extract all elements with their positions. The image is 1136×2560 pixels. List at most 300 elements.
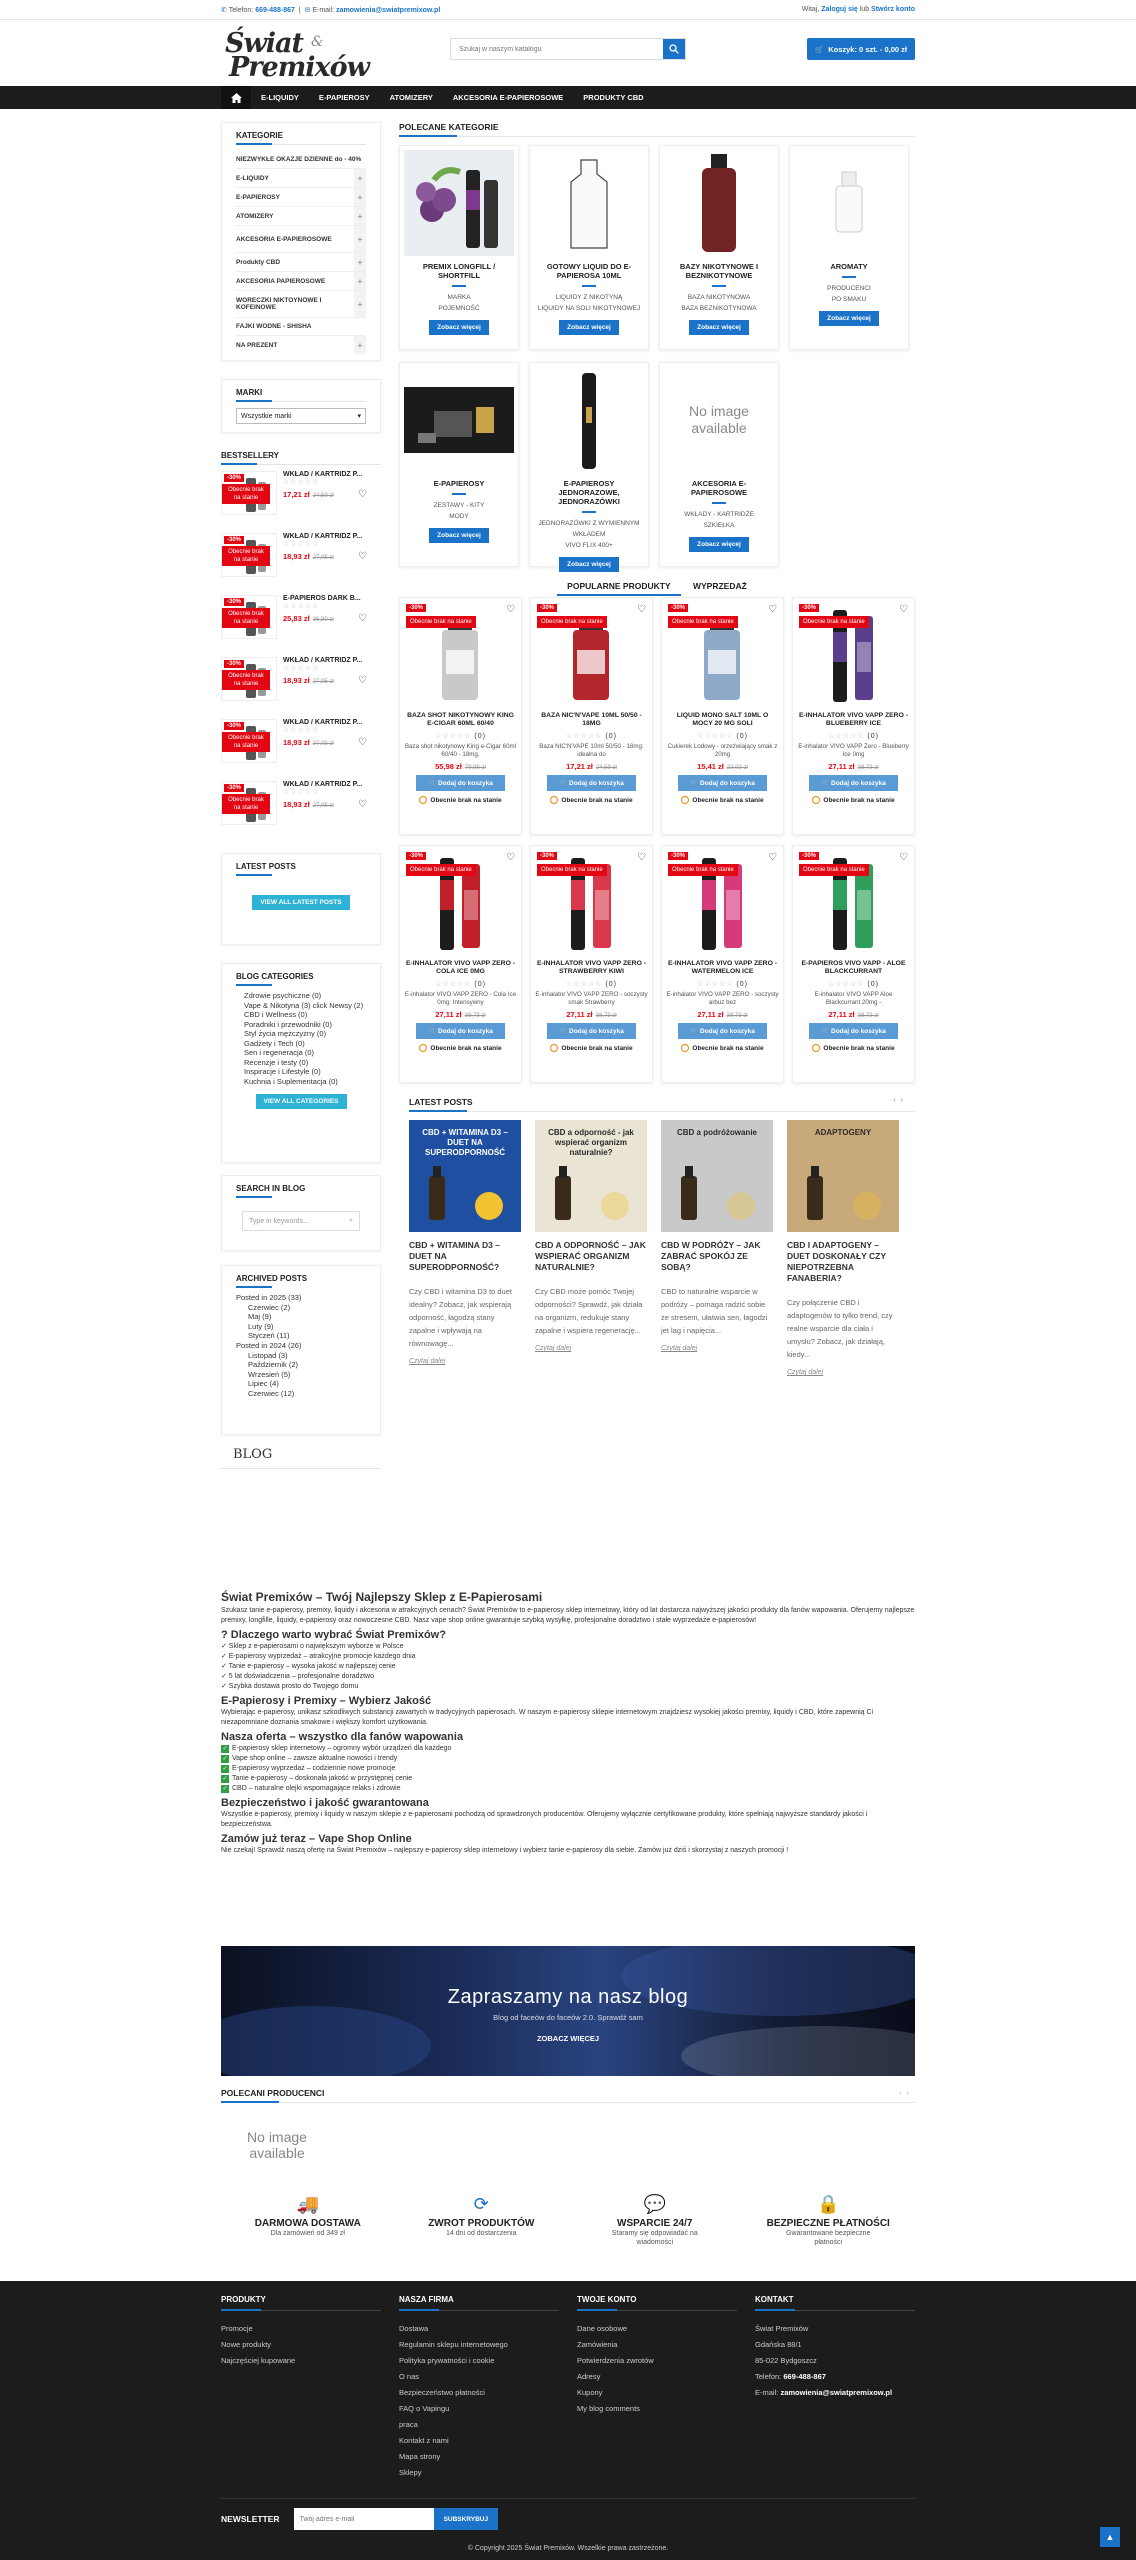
warning-icon bbox=[812, 1044, 820, 1052]
featured-categories-title: POLECANE KATEGORIE bbox=[399, 122, 915, 137]
nav-atomizery[interactable]: ATOMIZERY bbox=[389, 93, 433, 102]
seo-list-item: ✓ Sklep z e-papierosami o największym wyborze w Polsce bbox=[221, 1643, 404, 1650]
category-label: FAJKI WODNE - SHISHA bbox=[236, 323, 312, 330]
product-name[interactable]: E-INHALATOR VIVO VAPP ZERO - COLA ICE 0MG bbox=[406, 960, 516, 975]
chevron-left-icon[interactable]: ‹ bbox=[893, 1095, 896, 1104]
bestsellers-list bbox=[221, 467, 381, 839]
stock-status bbox=[404, 1044, 517, 1052]
product-image[interactable] bbox=[535, 850, 648, 954]
blog-search-box bbox=[221, 1175, 381, 1251]
price: 17,21 zł bbox=[566, 762, 593, 771]
heart-icon[interactable]: ♡ bbox=[637, 852, 646, 863]
plus-icon[interactable]: + bbox=[354, 226, 366, 252]
contact-line: Gdańska 88/1 bbox=[755, 2340, 802, 2349]
rating-count: (0) bbox=[736, 981, 748, 988]
footer-link[interactable]: Regulamin sklepu internetowego bbox=[399, 2340, 508, 2349]
blog-post-title[interactable]: CBD A ODPORNOŚĆ – JAK WSPIERAĆ ORGANIZM NATURALNIE? bbox=[535, 1240, 646, 1272]
product-name[interactable]: E-INHALATOR VIVO VAPP ZERO - BLUEBERRY ICE bbox=[799, 712, 909, 727]
footer-company-title: NASZA FIRMA bbox=[399, 2295, 559, 2311]
bestseller-item[interactable] bbox=[221, 777, 381, 839]
view-all-categories-button[interactable]: VIEW ALL CATEGORIES bbox=[256, 1094, 347, 1109]
product-card[interactable] bbox=[661, 845, 784, 1083]
category-item[interactable] bbox=[236, 207, 366, 226]
category-subitem[interactable]: JEDNORAZÓWKI Z WYMIENNYM WKŁADEM bbox=[538, 520, 640, 538]
blog-category-item[interactable]: CBD i Wellness (0) bbox=[244, 1010, 308, 1019]
product-image[interactable] bbox=[666, 602, 779, 706]
logo-line2: Premixów bbox=[229, 52, 369, 83]
blog-post-image[interactable] bbox=[409, 1120, 521, 1232]
stock-status bbox=[404, 796, 517, 804]
tab-popular[interactable]: POPULARNE PRODUKTY bbox=[557, 581, 680, 596]
product-desc: E-inhalator VIVO VAPP ZERO - soczysty arbuz bez bbox=[666, 991, 779, 1006]
footer-email-label: E-mail: bbox=[755, 2388, 779, 2397]
product-image[interactable] bbox=[797, 850, 910, 954]
footer-contact-title: KONTAKT bbox=[755, 2295, 915, 2311]
footer-link[interactable]: Mapa strony bbox=[399, 2452, 441, 2461]
bestseller-name[interactable]: WKŁAD / KARTRIDZ P... bbox=[283, 471, 363, 478]
see-more-button[interactable]: Zobacz więcej bbox=[559, 320, 619, 335]
add-to-cart-button[interactable] bbox=[547, 775, 636, 791]
blog-post-title[interactable]: CBD I ADAPTOGENY – DUET DOSKONAŁY CZY NIEPOTRZEBNA FANABERIA? bbox=[787, 1240, 886, 1283]
archive-item[interactable]: Posted in 2025 (33) bbox=[236, 1293, 302, 1302]
add-to-cart-label: Dodaj do koszyka bbox=[700, 1028, 755, 1035]
read-more-link[interactable]: Czytaj dalej bbox=[535, 1345, 572, 1352]
discount-badge: -30% bbox=[224, 722, 244, 730]
add-to-cart-button[interactable] bbox=[809, 775, 898, 791]
blog-category-item[interactable]: Styl życia mężczyzny (0) bbox=[244, 1029, 327, 1038]
footer-link[interactable]: Promocje bbox=[221, 2324, 253, 2333]
category-subitem[interactable]: MARKA bbox=[447, 294, 471, 301]
plus-icon[interactable]: + bbox=[354, 336, 366, 354]
warning-icon bbox=[419, 1044, 427, 1052]
add-to-cart-button[interactable] bbox=[809, 1023, 898, 1039]
search-icon[interactable]: ⌕ bbox=[349, 1217, 353, 1224]
nav-e-papierosy[interactable]: E-PAPIEROSY bbox=[318, 93, 370, 102]
price: 27,11 zł bbox=[435, 1010, 462, 1019]
product-image[interactable] bbox=[797, 602, 910, 706]
blog-post[interactable] bbox=[409, 1120, 521, 1365]
bestseller-image[interactable] bbox=[221, 471, 277, 515]
plus-icon[interactable]: + bbox=[354, 169, 366, 187]
view-all-latest-posts-button[interactable]: VIEW ALL LATEST POSTS bbox=[252, 895, 349, 910]
blog-post[interactable] bbox=[535, 1120, 647, 1352]
search-button[interactable] bbox=[663, 39, 685, 59]
category-card[interactable] bbox=[529, 362, 649, 567]
plus-icon[interactable]: + bbox=[354, 291, 366, 317]
check-icon: ✓ bbox=[222, 1766, 228, 1772]
seo-list-text: CBD – naturalne olejki wspomagające relaks i zdrowie bbox=[232, 1785, 401, 1792]
rating-stars: ☆☆☆☆☆ (0) bbox=[697, 981, 748, 988]
feature-subtitle: 14 dni od dostarczenia bbox=[446, 2230, 517, 2237]
product-card[interactable] bbox=[530, 597, 653, 835]
read-more-link[interactable]: Czytaj dalej bbox=[787, 1369, 824, 1376]
product-name[interactable]: E-INHALATOR VIVO VAPP ZERO - STRAWBERRY KIWI bbox=[537, 960, 647, 975]
product-card[interactable] bbox=[792, 597, 915, 835]
product-name[interactable]: E-INHALATOR VIVO VAPP ZERO - WATERMELON ICE bbox=[668, 960, 778, 975]
add-to-cart-button[interactable] bbox=[416, 1023, 505, 1039]
blog-post-image[interactable] bbox=[535, 1120, 647, 1232]
seo-list-2 bbox=[221, 1744, 915, 1794]
footer-link[interactable]: praca bbox=[399, 2420, 418, 2429]
product-card[interactable] bbox=[399, 597, 522, 835]
stock-status bbox=[535, 1044, 648, 1052]
blog-category-item[interactable]: Sen i regeneracja (0) bbox=[244, 1048, 315, 1057]
category-subitem[interactable]: PO SMAKU bbox=[831, 296, 867, 303]
blog-category-item[interactable]: Zdrowie psychiczne (0) bbox=[244, 991, 322, 1000]
heart-icon[interactable]: ♡ bbox=[506, 604, 515, 615]
footer-link[interactable]: O nas bbox=[399, 2372, 420, 2381]
account-links bbox=[802, 6, 915, 13]
product-card[interactable] bbox=[792, 845, 915, 1083]
add-to-cart-button[interactable] bbox=[678, 1023, 767, 1039]
archive-item[interactable]: Styczeń (11) bbox=[248, 1331, 290, 1341]
price: 27,11 zł bbox=[697, 1010, 724, 1019]
category-label: E-PAPIEROSY bbox=[236, 193, 280, 201]
nav-akcesoria[interactable]: AKCESORIA E-PAPIEROSOWE bbox=[452, 93, 564, 102]
register-link[interactable]: Stwórz konto bbox=[871, 6, 915, 13]
rating-stars: ☆☆☆☆☆ bbox=[283, 603, 320, 610]
bestseller-image[interactable] bbox=[221, 719, 277, 763]
bestseller-info bbox=[283, 595, 367, 624]
out-of-stock-badge: Obecnie brak na stanie bbox=[222, 608, 270, 628]
archive-item[interactable]: Maj (9) bbox=[248, 1312, 272, 1322]
logo[interactable] bbox=[221, 28, 369, 83]
stock-status-label: Obecnie brak na stanie bbox=[823, 1044, 895, 1052]
footer-link[interactable]: Kupony bbox=[577, 2388, 603, 2397]
category-subitem[interactable]: LIQUIDY NA SOLI NIKOTYNOWEJ bbox=[537, 305, 641, 312]
category-image[interactable] bbox=[404, 150, 514, 256]
bestseller-name[interactable]: WKŁAD / KARTRIDZ P... bbox=[283, 719, 363, 726]
blog-category-item[interactable]: Kuchnia i Suplementacja (0) bbox=[244, 1076, 338, 1086]
category-card[interactable] bbox=[659, 362, 779, 567]
producer-no-image[interactable]: No image available bbox=[247, 2129, 307, 2161]
heart-icon[interactable]: ♡ bbox=[358, 489, 367, 500]
see-more-button[interactable]: Zobacz więcej bbox=[689, 537, 749, 552]
add-to-cart-label: Dodaj do koszyka bbox=[569, 780, 624, 787]
bestseller-item[interactable] bbox=[221, 467, 381, 529]
phone-icon: ✆ bbox=[221, 6, 227, 14]
check-icon: ✓ bbox=[222, 1756, 228, 1762]
bestseller-name[interactable]: WKŁAD / KARTRIDZ P... bbox=[283, 533, 363, 540]
category-subitem[interactable]: WKŁADY - KARTRIDŻE bbox=[684, 511, 754, 518]
cart-icon: 🛒 bbox=[428, 1028, 437, 1035]
footer-link[interactable]: Najczęściej kupowane bbox=[221, 2356, 296, 2365]
product-image[interactable] bbox=[666, 850, 779, 954]
category-item[interactable] bbox=[236, 318, 366, 336]
home-button[interactable] bbox=[221, 86, 251, 109]
category-card[interactable] bbox=[399, 362, 519, 567]
bestsellers-box bbox=[221, 451, 381, 839]
scroll-top-button[interactable] bbox=[1100, 2527, 1120, 2547]
product-image[interactable] bbox=[535, 602, 648, 706]
banner-cta[interactable]: ZOBACZ WIĘCEJ bbox=[536, 2034, 600, 2043]
out-of-stock-badge: Obecnie brak na stanie bbox=[537, 864, 607, 876]
footer-phone[interactable]: 669-488-867 bbox=[783, 2372, 826, 2381]
cart-icon: 🛒 bbox=[559, 780, 568, 787]
brands-box bbox=[221, 379, 381, 433]
blog-search-input[interactable] bbox=[242, 1211, 360, 1231]
cart-icon: 🛒 bbox=[821, 780, 830, 787]
category-item[interactable] bbox=[236, 291, 366, 318]
rating-count: (0) bbox=[474, 733, 486, 740]
heart-icon[interactable]: ♡ bbox=[358, 551, 367, 562]
nav-e-liquidy[interactable]: E-LIQUIDY bbox=[261, 93, 299, 102]
seo-heading-2: ? Dlaczego warto wybrać Świat Premixów? bbox=[221, 1629, 446, 1641]
category-card[interactable] bbox=[789, 145, 909, 350]
blog-category-item[interactable]: Gadżety i Tech (0) bbox=[244, 1038, 305, 1048]
price: 25,83 zł bbox=[283, 614, 310, 623]
category-card[interactable] bbox=[659, 145, 779, 350]
category-image[interactable] bbox=[534, 150, 644, 256]
add-to-cart-label: Dodaj do koszyka bbox=[569, 1028, 624, 1035]
blog-banner[interactable] bbox=[221, 1946, 915, 2076]
category-item[interactable] bbox=[236, 336, 366, 354]
category-subitem[interactable]: VIVO FLIX 400+ bbox=[565, 542, 613, 549]
category-card[interactable] bbox=[529, 145, 649, 350]
seo-list-item: ✓ E-papierosy wyprzedaż – atrakcyjne promocje każdego dnia bbox=[221, 1653, 416, 1660]
see-more-button[interactable]: Zobacz więcej bbox=[689, 320, 749, 335]
price: 27,11 zł bbox=[828, 1010, 855, 1019]
add-to-cart-button[interactable] bbox=[547, 1023, 636, 1039]
category-subitem[interactable]: BAZA NIKOTYNOWA bbox=[687, 294, 751, 301]
blog-image-art bbox=[535, 1120, 647, 1232]
add-to-cart-label: Dodaj do koszyka bbox=[438, 780, 493, 787]
category-image[interactable] bbox=[404, 367, 514, 473]
logo-amp: & bbox=[311, 34, 324, 50]
product-name[interactable]: LIQUID MONO SALT 10ML O MOCY 20 MG SOLI bbox=[676, 712, 769, 727]
bestseller-image[interactable] bbox=[221, 781, 277, 825]
product-image[interactable] bbox=[404, 602, 517, 706]
footer-company-links bbox=[399, 2321, 559, 2481]
footer-products-links bbox=[221, 2321, 381, 2369]
add-to-cart-button[interactable] bbox=[678, 775, 767, 791]
footer-link[interactable]: Zamówienia bbox=[577, 2340, 618, 2349]
newsletter-subscribe-button[interactable]: SUBSKRYBUJ bbox=[434, 2508, 499, 2530]
plus-icon[interactable]: + bbox=[354, 272, 366, 290]
bestseller-info bbox=[283, 781, 367, 810]
blog-category-item[interactable]: Poradniki i przewodniki (0) bbox=[244, 1019, 332, 1029]
category-name: E-PAPIEROSY JEDNORAZOWE, JEDNORAZÓWKI bbox=[558, 479, 620, 506]
footer-link[interactable]: Bezpieczeństwo płatności bbox=[399, 2388, 485, 2397]
heart-icon[interactable]: ♡ bbox=[899, 852, 908, 863]
archive-item[interactable]: Wrzesień (5) bbox=[248, 1369, 291, 1379]
product-image[interactable] bbox=[404, 850, 517, 954]
category-subitem[interactable]: PRODUCENCI bbox=[827, 285, 871, 292]
archive-item[interactable]: Posted in 2024 (26) bbox=[236, 1340, 302, 1350]
footer-link[interactable]: My blog comments bbox=[577, 2404, 640, 2413]
category-label: E-LIQUIDY bbox=[236, 174, 269, 182]
bestseller-name[interactable]: WKŁAD / KARTRIDZ P... bbox=[283, 657, 363, 664]
product-card[interactable] bbox=[399, 845, 522, 1083]
category-item[interactable] bbox=[236, 151, 366, 169]
old-price: 38,73 zł bbox=[857, 765, 879, 771]
heart-icon[interactable]: ♡ bbox=[506, 852, 515, 863]
read-more-link[interactable]: Czytaj dalej bbox=[661, 1345, 698, 1352]
category-item[interactable] bbox=[236, 272, 366, 291]
brands-select[interactable] bbox=[236, 408, 366, 424]
bestseller-image[interactable] bbox=[221, 533, 277, 577]
category-subitem[interactable]: BAZA BEZNIKOTYNOWA bbox=[681, 305, 757, 312]
blog-post-image[interactable] bbox=[787, 1120, 899, 1232]
archive-item[interactable]: Czerwiec (12) bbox=[248, 1388, 295, 1398]
footer-link[interactable]: Dostawa bbox=[399, 2324, 429, 2333]
cart-button[interactable] bbox=[807, 38, 915, 60]
category-card[interactable] bbox=[399, 145, 519, 350]
stock-status-label: Obecnie brak na stanie bbox=[823, 796, 895, 804]
see-more-button[interactable]: Zobacz więcej bbox=[819, 311, 879, 326]
footer-link[interactable]: Kontakt z nami bbox=[399, 2436, 449, 2445]
footer-link[interactable]: Adresy bbox=[577, 2372, 601, 2381]
no-image-placeholder: No image available bbox=[689, 403, 749, 436]
seo-list-item bbox=[221, 1764, 915, 1774]
footer-phone-label: Telefon: bbox=[755, 2372, 782, 2381]
out-of-stock-badge: Obecnie brak na stanie bbox=[222, 484, 270, 504]
price: 17,21 zł bbox=[283, 490, 310, 499]
old-price: 79,98 zł bbox=[464, 765, 486, 771]
out-of-stock-badge: Obecnie brak na stanie bbox=[406, 616, 476, 628]
heart-icon[interactable]: ♡ bbox=[358, 613, 367, 624]
blog-category-item[interactable]: Inspiracje i Lifestyle (0) bbox=[244, 1067, 321, 1076]
footer-link[interactable]: Dane osobowe bbox=[577, 2324, 628, 2333]
bestseller-name[interactable]: E-PAPIEROS DARK B... bbox=[283, 595, 361, 602]
categories-box bbox=[221, 122, 381, 361]
plus-icon[interactable]: + bbox=[354, 188, 366, 206]
newsletter-input[interactable] bbox=[294, 2508, 434, 2530]
heart-icon[interactable]: ♡ bbox=[358, 799, 367, 810]
old-price: 24,59 zł bbox=[312, 493, 334, 499]
category-subitem[interactable]: POJEMNOŚĆ bbox=[438, 305, 480, 312]
category-image[interactable] bbox=[794, 150, 904, 256]
category-item[interactable] bbox=[236, 226, 366, 253]
price: 27,11 zł bbox=[566, 1010, 593, 1019]
seo-paragraph-1: Szukasz tanie e-papierosy, premixy, liquidy i akcesoria w atrakcyjnych cenach? Świat Premixów to e-papierosy sklep internetowy, który od lat dostarcza najwyższej jakości produkty dla fanów wapowania. Oferujemy najlepsze premixy, longfille, liquidy, e-papierosy oraz nowoczesne CBD. Nasz vape shop online gwarantuje szybką wysyłkę, profesjonalne doradztwo i stałe wyprzedaże e-papierosów! bbox=[221, 1607, 915, 1624]
archive-item[interactable]: Listopad (3) bbox=[248, 1350, 288, 1360]
heart-icon[interactable]: ♡ bbox=[637, 604, 646, 615]
product-card[interactable] bbox=[661, 597, 784, 835]
footer-link[interactable]: Sklepy bbox=[399, 2468, 422, 2477]
newsletter-label: NEWSLETTER bbox=[221, 2514, 280, 2524]
archive-item[interactable]: Luty (9) bbox=[248, 1321, 274, 1331]
chevron-right-icon[interactable]: › bbox=[900, 1095, 903, 1104]
product-name[interactable]: BAZA SHOT NIKOTYNOWY KING E-CIGAR 60ML 60/40 bbox=[407, 712, 514, 727]
product-name[interactable]: BAZA NIC'N'VAPE 10ML 50/50 - 18MG bbox=[541, 712, 642, 727]
plus-icon[interactable]: + bbox=[354, 253, 366, 271]
category-item[interactable] bbox=[236, 253, 366, 272]
bestseller-item[interactable] bbox=[221, 529, 381, 591]
product-desc: E-inhalator VIVO VAPP Zero - Blueberry Ice 0mg bbox=[798, 743, 909, 758]
read-more-link[interactable]: Czytaj dalej bbox=[409, 1358, 446, 1365]
seo-list-text: Vape shop online – zawsze aktualne nowości i trendy bbox=[232, 1755, 398, 1762]
category-name: AROMATY bbox=[830, 262, 868, 271]
search-input[interactable] bbox=[451, 39, 663, 59]
add-to-cart-button[interactable] bbox=[416, 775, 505, 791]
footer-link[interactable]: FAQ o Vapingu bbox=[399, 2404, 450, 2413]
footer-link[interactable]: Potwierdzenia zwrotów bbox=[577, 2356, 654, 2365]
out-of-stock-badge: Obecnie brak na stanie bbox=[222, 732, 270, 752]
category-name: E-PAPIEROSY bbox=[433, 479, 485, 488]
category-image[interactable] bbox=[664, 367, 774, 473]
category-subitem[interactable]: LIQUIDY Z NIKOTYNĄ bbox=[555, 294, 623, 301]
seo-list-item bbox=[221, 1774, 915, 1784]
category-item[interactable] bbox=[236, 188, 366, 207]
warning-icon bbox=[550, 796, 558, 804]
archive-item[interactable]: Lipiec (4) bbox=[248, 1379, 279, 1389]
see-more-button[interactable]: Zobacz więcej bbox=[429, 528, 489, 543]
category-item[interactable] bbox=[236, 169, 366, 188]
bestseller-image[interactable] bbox=[221, 595, 277, 639]
category-subitem[interactable]: MODY bbox=[449, 513, 469, 520]
warning-icon bbox=[550, 1044, 558, 1052]
archive-item[interactable]: Październik (2) bbox=[248, 1360, 299, 1370]
bestseller-item[interactable] bbox=[221, 715, 381, 777]
archived-posts-title: ARCHIVED POSTS bbox=[236, 1274, 366, 1287]
bestseller-name[interactable]: WKŁAD / KARTRIDZ P... bbox=[283, 781, 363, 788]
latest-posts-side-title: LATEST POSTS bbox=[236, 862, 366, 875]
plus-icon[interactable]: + bbox=[354, 207, 366, 225]
blog-category-item[interactable]: Vape & Nikotyna (3) click Newsy (2) bbox=[244, 1000, 364, 1010]
heart-icon[interactable]: ♡ bbox=[768, 604, 777, 615]
category-image[interactable] bbox=[664, 150, 774, 256]
product-name[interactable]: E-PAPIEROS VIVO VAPP - ALOE BLACKCURRANT bbox=[801, 960, 906, 975]
contact-info: ✆ Telefon: 669-488-867 | ✉ E-mail: zamowienia@swiatpremixow.pl bbox=[221, 6, 441, 14]
feature-title: WSPARCIE 24/7 bbox=[617, 2218, 693, 2229]
heart-icon[interactable]: ♡ bbox=[358, 737, 367, 748]
chevron-left-icon[interactable]: ‹ bbox=[899, 2088, 902, 2097]
see-more-button[interactable]: Zobacz więcej bbox=[559, 557, 619, 572]
product-card[interactable] bbox=[530, 845, 653, 1083]
blog-search-title: SEARCH IN BLOG bbox=[236, 1184, 366, 1197]
blog-category-item[interactable]: Recenzje i testy (0) bbox=[244, 1057, 309, 1067]
blog-post[interactable] bbox=[787, 1120, 899, 1376]
product-desc: Cukierek Lodowy - orzeźwiający smak z 20mg bbox=[667, 743, 778, 758]
heart-icon[interactable]: ♡ bbox=[768, 852, 777, 863]
email-link[interactable]: zamowienia@swiatpremixow.pl bbox=[336, 6, 441, 14]
blog-post-title[interactable]: CBD W PODRÓŻY – JAK ZABRAĆ SPOKÓJ ZE SOBĄ? bbox=[661, 1240, 761, 1272]
nav-produkty-cbd[interactable]: PRODUKTY CBD bbox=[583, 93, 644, 102]
category-image[interactable] bbox=[534, 367, 644, 473]
see-more-button[interactable]: Zobacz więcej bbox=[429, 320, 489, 335]
product-desc: E-inhalator VIVO VAPP Aloe Blackcurrant 20mg - bbox=[814, 991, 893, 1006]
blog-post[interactable] bbox=[661, 1120, 773, 1352]
footer-link[interactable]: Polityka prywatności i cookie bbox=[399, 2356, 495, 2365]
bestseller-image[interactable] bbox=[221, 657, 277, 701]
tab-sale[interactable]: WYPRZEDAŻ bbox=[692, 581, 747, 591]
heart-icon[interactable]: ♡ bbox=[899, 604, 908, 615]
archive-item[interactable]: Czerwiec (2) bbox=[248, 1302, 291, 1312]
warning-icon bbox=[419, 796, 427, 804]
discount-badge: -30% bbox=[799, 852, 819, 860]
bestseller-item[interactable] bbox=[221, 591, 381, 653]
bestseller-item[interactable] bbox=[221, 653, 381, 715]
stock-status-label: Obecnie brak na stanie bbox=[692, 796, 764, 804]
chevron-right-icon[interactable]: › bbox=[906, 2088, 909, 2097]
login-link[interactable]: Zaloguj się bbox=[821, 6, 858, 13]
category-subitem[interactable]: ZESTAWY - KITY bbox=[433, 502, 485, 509]
footer-link[interactable]: Nowe produkty bbox=[221, 2340, 272, 2349]
category-subitem[interactable]: SZKIEŁKA bbox=[703, 522, 735, 529]
footer-email[interactable]: zamowienia@swiatpremixow.pl bbox=[780, 2388, 893, 2397]
price: 27,11 zł bbox=[828, 762, 855, 771]
heart-icon[interactable]: ♡ bbox=[358, 675, 367, 686]
blog-post-image[interactable] bbox=[661, 1120, 773, 1232]
copyright: © Copyright 2025 Świat Premixów. Wszelkie prawa zastrzeżone. bbox=[467, 2545, 669, 2552]
bestseller-info bbox=[283, 719, 367, 748]
rating-count: (0) bbox=[867, 981, 879, 988]
blog-post-title[interactable]: CBD + WITAMINA D3 – DUET NA SUPERODPORNOŚĆ? bbox=[409, 1240, 500, 1272]
phone-link[interactable]: 669-488-867 bbox=[255, 6, 295, 14]
producers-carousel-nav bbox=[899, 2088, 909, 2097]
old-price: 38,73 zł bbox=[726, 1013, 748, 1019]
